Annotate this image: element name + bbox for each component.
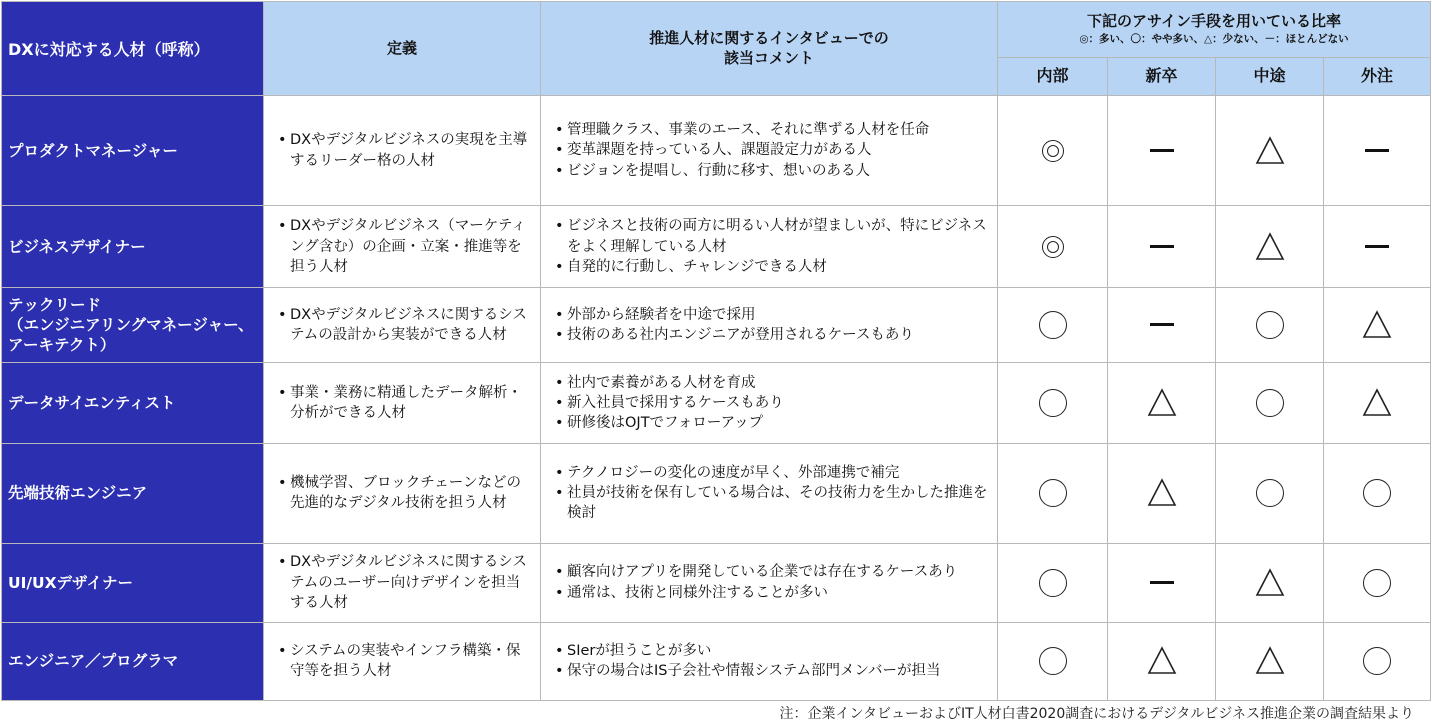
circle-mark-icon <box>1255 310 1285 340</box>
circle-mark-icon <box>1255 388 1285 418</box>
header-new-grad: 新卒 <box>1108 58 1216 96</box>
comment-list <box>541 641 997 682</box>
definition-list <box>264 130 540 171</box>
definition-cell <box>264 206 541 288</box>
triangle-mark-icon <box>1362 310 1392 340</box>
ratio-internal-cell <box>998 96 1108 206</box>
definition-cell <box>264 288 541 363</box>
header-ratio <box>998 2 1431 58</box>
dx-talent-table <box>1 1 1431 701</box>
ratio-new-grad-cell <box>1108 622 1216 700</box>
ratio-internal-cell <box>998 543 1108 622</box>
ratio-mid-career-cell <box>1216 543 1324 622</box>
comment-item: • 自発的に行動し、チャレンジできる人材 <box>553 257 989 277</box>
ratio-new-grad-cell <box>1108 288 1216 363</box>
ratio-mid-career-cell <box>1216 443 1324 543</box>
header-comment-line1: 推進人材に関するインタビューでの <box>649 29 889 47</box>
definition-cell <box>264 363 541 443</box>
comment-item: • 社内で素養がある人材を育成 <box>553 373 989 393</box>
definition-list <box>264 383 540 424</box>
comment-item: • 保守の場合はIS子会社や情報システム部門メンバーが担当 <box>553 661 989 681</box>
header-comment <box>541 2 998 96</box>
ratio-new-grad-cell <box>1108 443 1216 543</box>
comment-cell <box>541 288 998 363</box>
definition-list <box>264 641 540 682</box>
header-internal: 内部 <box>998 58 1108 96</box>
circle-mark-icon <box>1038 568 1068 598</box>
header-ratio-legend: ◎：多い、〇：やや多い、△：少ない、－：ほとんどない <box>1079 33 1349 46</box>
header-definition: 定義 <box>264 2 541 96</box>
comment-cell <box>541 96 998 206</box>
definition-cell <box>264 543 541 622</box>
ratio-internal-cell <box>998 443 1108 543</box>
comment-cell <box>541 443 998 543</box>
dash-mark-icon <box>1147 136 1177 166</box>
ratio-outsource-cell <box>1324 543 1431 622</box>
comment-cell <box>541 363 998 443</box>
role-name: プロダクトマネージャー <box>2 96 264 206</box>
definition-item: • DXやデジタルビジネス（マーケティング含む）の企画・立案・推進等を担う人材 <box>276 216 532 277</box>
definition-list <box>264 473 540 514</box>
comment-item: • 新入社員で採用するケースもあり <box>553 393 989 413</box>
comment-list <box>541 216 997 277</box>
comment-list <box>541 120 997 181</box>
table-row <box>2 96 1431 206</box>
ratio-outsource-cell <box>1324 288 1431 363</box>
triangle-mark-icon <box>1147 478 1177 508</box>
circle-mark-icon <box>1038 646 1068 676</box>
dash-mark-icon <box>1147 310 1177 340</box>
ratio-mid-career-cell <box>1216 622 1324 700</box>
definition-cell <box>264 96 541 206</box>
table-body <box>2 96 1431 701</box>
comment-item: • 顧客向けアプリを開発している企業では存在するケースあり <box>553 562 989 582</box>
role-name: 先端技術エンジニア <box>2 443 264 543</box>
ratio-outsource-cell <box>1324 443 1431 543</box>
circle-mark-icon <box>1038 388 1068 418</box>
table-row <box>2 363 1431 443</box>
table-row <box>2 622 1431 700</box>
role-name: テックリード （エンジニアリングマネージャー、 アーキテクト） <box>2 288 264 363</box>
ratio-outsource-cell <box>1324 96 1431 206</box>
dash-mark-icon <box>1147 568 1177 598</box>
comment-item: • 管理職クラス、事業のエース、それに準ずる人材を任命 <box>553 120 989 140</box>
circle-mark-icon <box>1362 478 1392 508</box>
comment-item: • テクノロジーの変化の速度が早く、外部連携で補完 <box>553 463 989 483</box>
definition-item: • DXやデジタルビジネスに関するシステムのユーザー向けデザインを担当する人材 <box>276 552 532 613</box>
circle-mark-icon <box>1362 646 1392 676</box>
comment-item: • 変革課題を持っている人、課題設定力がある人 <box>553 140 989 160</box>
comment-item: • 通常は、技術と同様外注することが多い <box>553 583 989 603</box>
ratio-internal-cell <box>998 206 1108 288</box>
role-name: ビジネスデザイナー <box>2 206 264 288</box>
triangle-mark-icon <box>1362 388 1392 418</box>
comment-item: • ビジネスと技術の両方に明るい人材が望ましいが、特にビジネスをよく理解している人材 <box>553 216 989 257</box>
triangle-mark-icon <box>1255 568 1285 598</box>
definition-item: • システムの実装やインフラ構築・保守等を担う人材 <box>276 641 532 682</box>
header-outsource: 外注 <box>1324 58 1431 96</box>
comment-item: • 技術のある社内エンジニアが登用されるケースもあり <box>553 325 989 345</box>
ratio-internal-cell <box>998 622 1108 700</box>
comment-cell <box>541 206 998 288</box>
ratio-outsource-cell <box>1324 206 1431 288</box>
definition-item: • DXやデジタルビジネスに関するシステムの設計から実装ができる人材 <box>276 305 532 346</box>
triangle-mark-icon <box>1255 646 1285 676</box>
header-comment-line2: 該当コメント <box>723 48 814 67</box>
double-circle-mark-icon <box>1038 232 1068 262</box>
ratio-internal-cell <box>998 363 1108 443</box>
definition-cell <box>264 443 541 543</box>
ratio-outsource-cell <box>1324 622 1431 700</box>
comment-item: • ビジョンを提唱し、行動に移す、想いのある人 <box>553 161 989 181</box>
table-row <box>2 288 1431 363</box>
dash-mark-icon <box>1362 136 1392 166</box>
header-role: DXに対応する人材（呼称） <box>2 2 264 96</box>
comment-item: • 研修後はOJTでフォローアップ <box>553 413 989 433</box>
ratio-new-grad-cell <box>1108 363 1216 443</box>
circle-mark-icon <box>1038 310 1068 340</box>
table-row <box>2 443 1431 543</box>
ratio-new-grad-cell <box>1108 96 1216 206</box>
dash-mark-icon <box>1362 232 1392 262</box>
ratio-mid-career-cell <box>1216 363 1324 443</box>
role-name: データサイエンティスト <box>2 363 264 443</box>
comment-item: • 社員が技術を保有している場合は、その技術力を生かした推進を検討 <box>553 483 989 524</box>
comment-item: • 外部から経験者を中途で採用 <box>553 305 989 325</box>
comment-cell <box>541 622 998 700</box>
dash-mark-icon <box>1147 232 1177 262</box>
circle-mark-icon <box>1038 478 1068 508</box>
triangle-mark-icon <box>1255 136 1285 166</box>
definition-item: • 機械学習、ブロックチェーンなどの先進的なデジタル技術を担う人材 <box>276 473 532 514</box>
definition-item: • 事業・業務に精通したデータ解析・分析ができる人材 <box>276 383 532 424</box>
ratio-mid-career-cell <box>1216 206 1324 288</box>
double-circle-mark-icon <box>1038 136 1068 166</box>
definition-item: • DXやデジタルビジネスの実現を主導するリーダー格の人材 <box>276 130 532 171</box>
comment-list <box>541 305 997 346</box>
table-row <box>2 206 1431 288</box>
ratio-new-grad-cell <box>1108 543 1216 622</box>
comment-list <box>541 373 997 434</box>
ratio-internal-cell <box>998 288 1108 363</box>
definition-list <box>264 552 540 613</box>
ratio-mid-career-cell <box>1216 96 1324 206</box>
header-ratio-title: 下記のアサイン手段を用いている比率 <box>1087 11 1341 30</box>
triangle-mark-icon <box>1147 646 1177 676</box>
definition-list <box>264 305 540 346</box>
comment-list <box>541 562 997 603</box>
ratio-outsource-cell <box>1324 363 1431 443</box>
comment-item: • SIerが担うことが多い <box>553 641 989 661</box>
ratio-mid-career-cell <box>1216 288 1324 363</box>
triangle-mark-icon <box>1255 232 1285 262</box>
definition-cell <box>264 622 541 700</box>
role-name: エンジニア／プログラマ <box>2 622 264 700</box>
comment-cell <box>541 543 998 622</box>
definition-list <box>264 216 540 277</box>
role-name: UI/UXデザイナー <box>2 543 264 622</box>
footnote: 注：企業インタビューおよびIT人材白書2020調査におけるデジタルビジネス推進企業の調査結果より <box>779 706 1414 722</box>
header-mid-career: 中途 <box>1216 58 1324 96</box>
circle-mark-icon <box>1362 568 1392 598</box>
circle-mark-icon <box>1255 478 1285 508</box>
table-row <box>2 543 1431 622</box>
triangle-mark-icon <box>1147 388 1177 418</box>
comment-list <box>541 463 997 524</box>
ratio-new-grad-cell <box>1108 206 1216 288</box>
